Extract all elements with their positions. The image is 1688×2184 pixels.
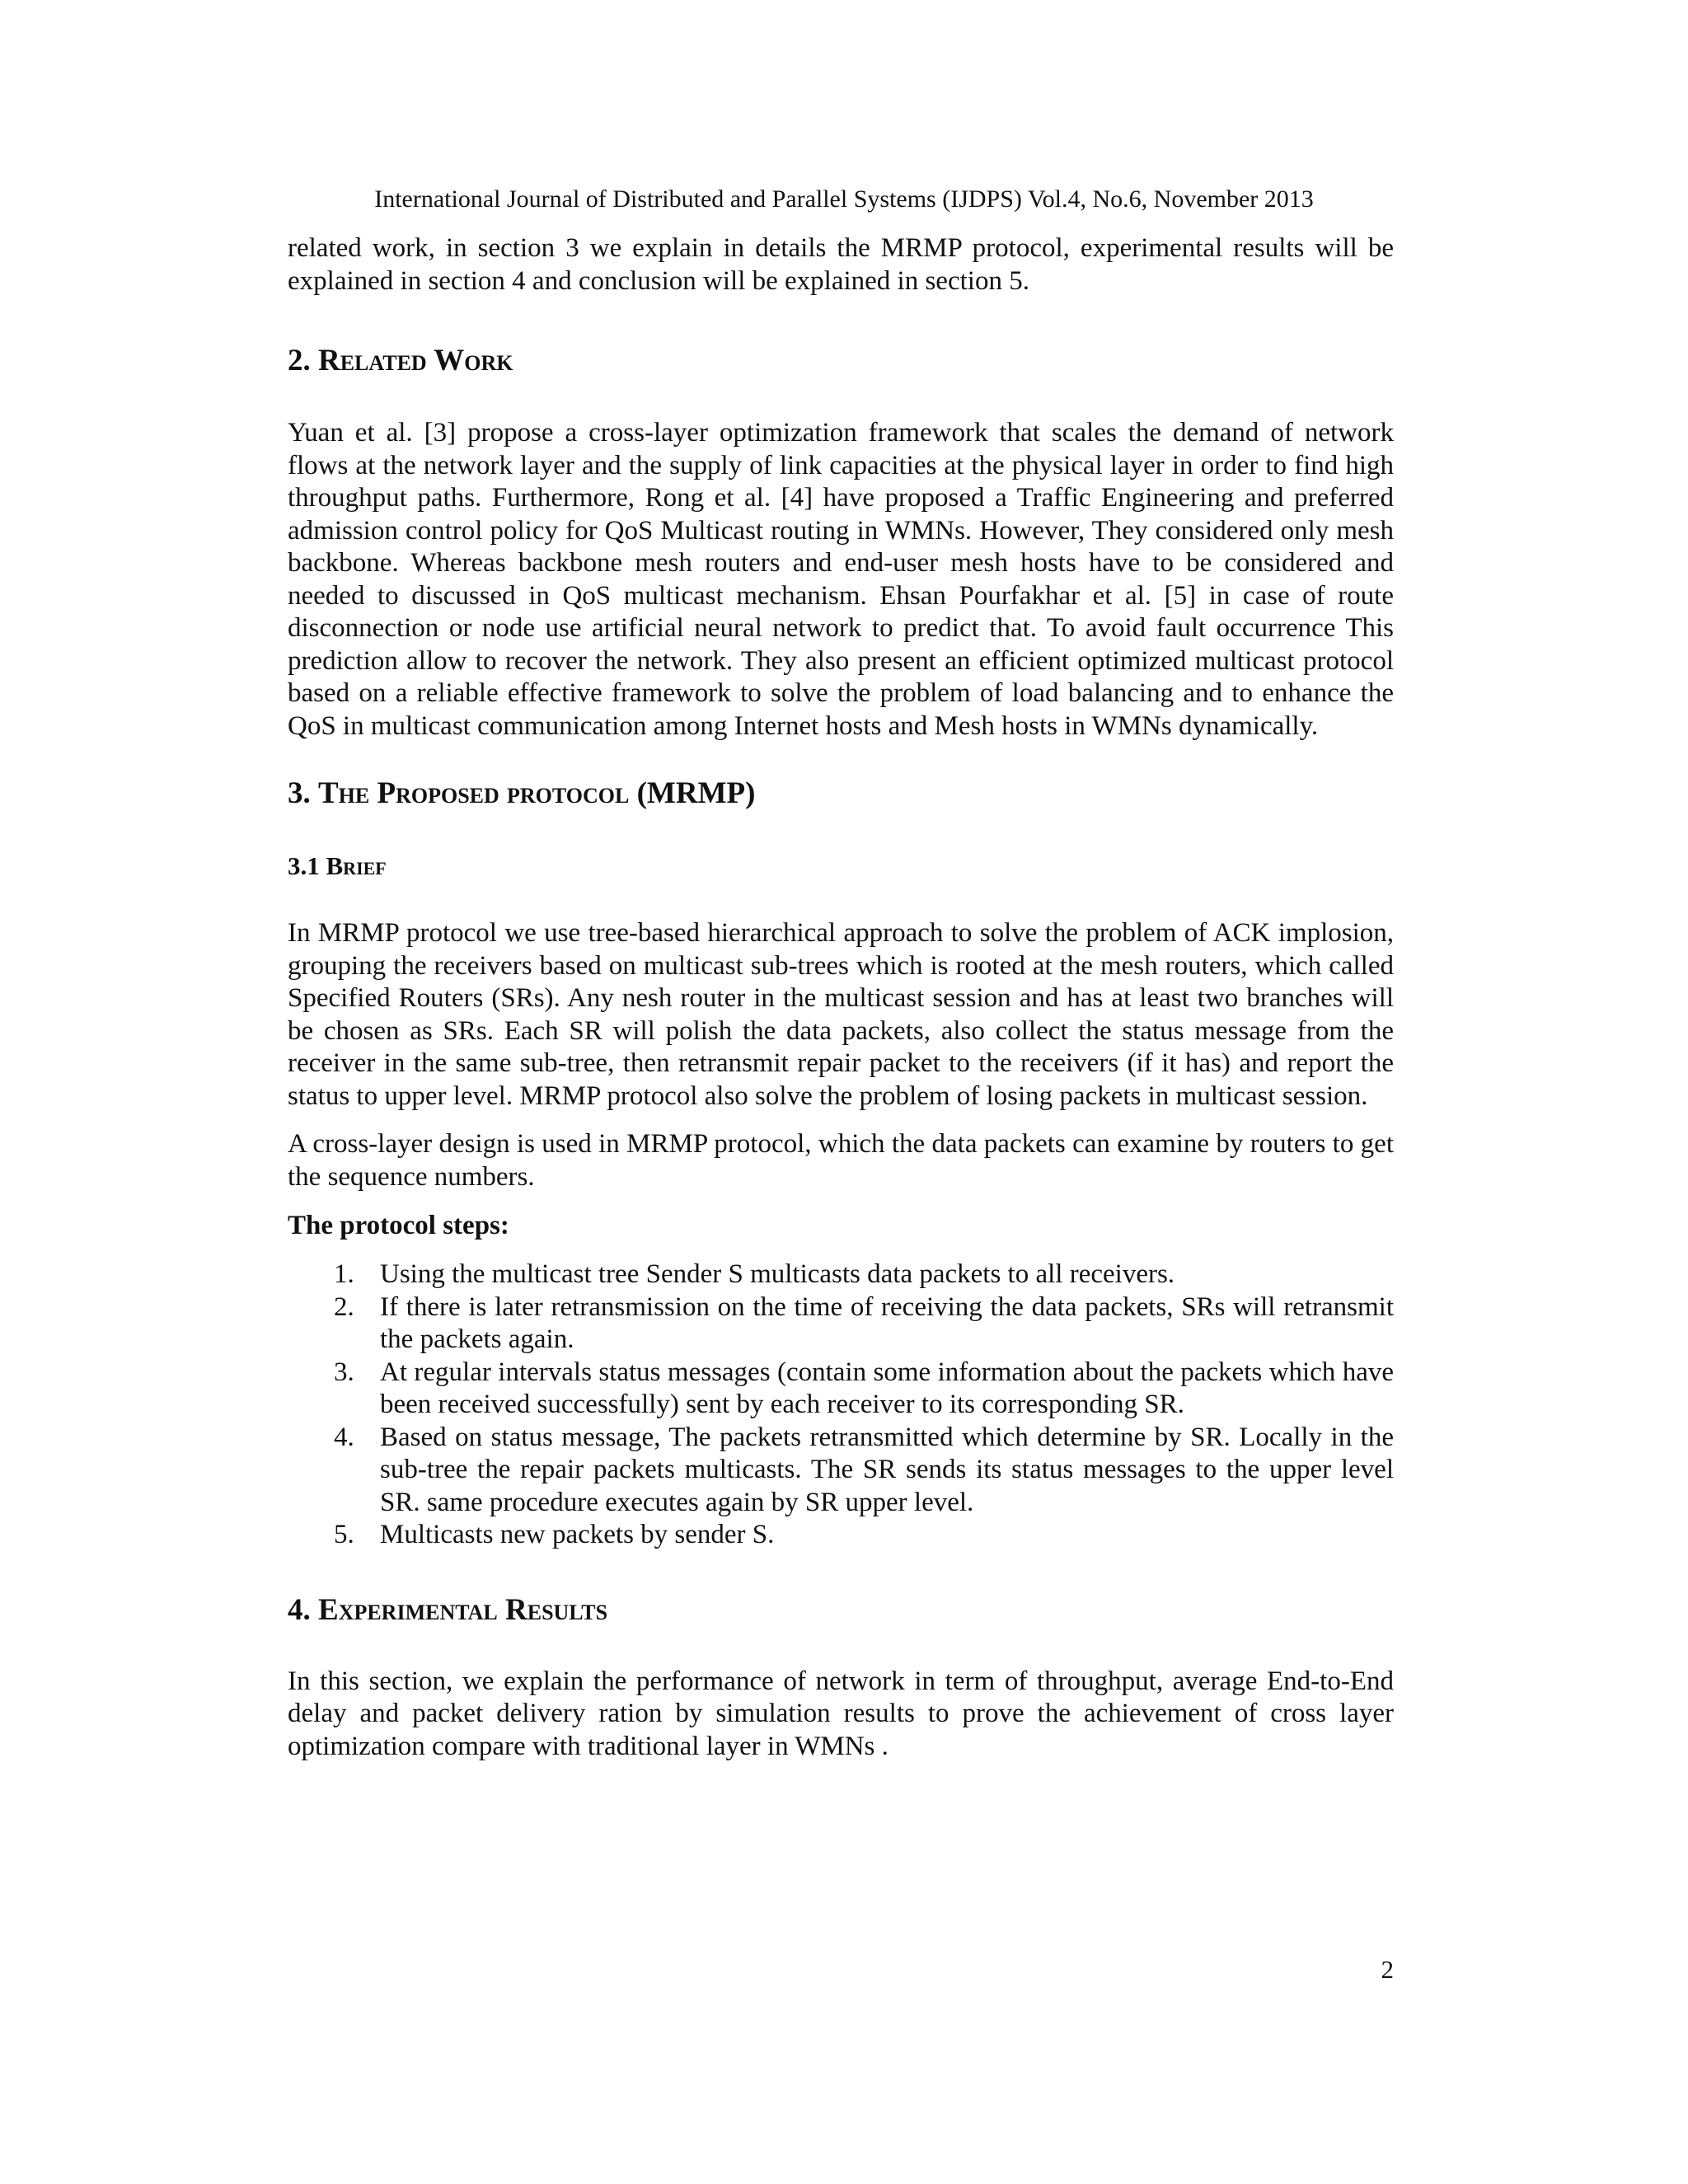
protocol-step — [288, 1357, 1394, 1422]
section-3-heading — [288, 776, 1394, 812]
step-number: 1. — [334, 1259, 354, 1289]
protocol-steps-label: The protocol steps: — [288, 1211, 509, 1240]
section-2-heading — [288, 343, 1394, 379]
experimental-results-paragraph: In this section, we explain the performance of network in term of throughput, average End-to-End delay and packet delivery ration by simulation results to prove the achievement of cross layer optimization compare with traditional layer in WMNs . — [288, 1666, 1394, 1761]
brief-paragraph-1: In MRMP protocol we use tree-based hierarchical approach to solve the problem of ACK implosion, grouping the receivers based on multicast sub-trees which is rooted at the mesh routers, which called Specified Routers (SRs). Any nesh router in the multicast session and has at least two branches will be chosen as SRs. Each SR will polish the data packets, also collect the status message from the receiver in the same sub-tree, then retransmit repair packet to the receivers (if it has) and report the status to upper level. MRMP protocol also solve the problem of losing packets in multicast session. — [288, 918, 1394, 1111]
subsection-3-1-title: Brief — [326, 851, 387, 880]
page-number: 2 — [1381, 1955, 1394, 1984]
section-4-title: Experimental Results — [318, 1592, 608, 1627]
running-header: International Journal of Distributed and Parallel Systems (IJDPS) Vol.4, No.6, November 2013 — [374, 185, 1314, 213]
step-number: 2. — [334, 1291, 354, 1322]
step-number: 4. — [334, 1422, 354, 1452]
step-text: Based on status message, The packets retransmitted which determine by SR. Locally in the sub-tree the repair packets multicasts. The SR sends its status messages to the upper level SR. same procedure executes again by SR upper level. — [380, 1422, 1394, 1517]
section-4-heading — [288, 1592, 1394, 1629]
related-work-paragraph: Yuan et al. [3] propose a cross-layer optimization framework that scales the demand of network flows at the network layer and the supply of link capacities at the physical layer in order to find high throughput paths. Furthermore, Rong et al. [4] have proposed a Traffic Engineering and preferred admission control policy for QoS Multicast routing in WMNs. However, They considered only mesh backbone. Whereas backbone mesh routers and end-user mesh hosts have to be considered and needed to discussed in QoS multicast mechanism. Ehsan Pourfakhar et al. [5] in case of route disconnection or node use artificial neural network to predict that. To avoid fault occurrence This prediction allow to recover the network. They also present an efficient optimized multicast protocol based on a reliable effective framework to solve the problem of load balancing and to enhance the QoS in multicast communication among Internet hosts and Mesh hosts in WMNs dynamically. — [288, 418, 1394, 741]
section-4-number: 4. — [288, 1592, 311, 1627]
protocol-steps-list — [288, 1258, 1394, 1552]
intro-continuation-paragraph: related work, in section 3 we explain in details the MRMP protocol, experimental results will be explained in section 4 and conclusion will be explained in section 5. — [288, 233, 1394, 296]
step-text: At regular intervals status messages (contain some information about the packets which have been received successfully) sent by each receiver to its corresponding SR. — [380, 1357, 1394, 1419]
brief-paragraph-2: A cross-layer design is used in MRMP protocol, which the data packets can examine by routers to get the sequence numbers. — [288, 1129, 1394, 1192]
section-3-title: The Proposed protocol — [318, 776, 630, 810]
step-text: If there is later retransmission on the time of receiving the data packets, SRs will retransmit the packets again. — [380, 1291, 1394, 1354]
step-number: 3. — [334, 1357, 354, 1387]
step-text: Multicasts new packets by sender S. — [380, 1520, 775, 1549]
step-text: Using the multicast tree Sender S multicasts data packets to all receivers. — [380, 1259, 1175, 1289]
section-3-number: 3. — [288, 776, 311, 810]
page-content — [288, 232, 1394, 1763]
protocol-step — [288, 1422, 1394, 1520]
subsection-3-1-number: 3.1 — [288, 851, 320, 880]
protocol-step — [288, 1291, 1394, 1357]
section-2-title: Related Work — [318, 344, 513, 377]
section-2-number: 2. — [288, 344, 311, 377]
step-number: 5. — [334, 1520, 354, 1549]
protocol-step — [288, 1519, 1394, 1552]
section-3-title-suffix: (MRMP) — [636, 776, 756, 810]
subsection-3-1-heading — [288, 850, 1394, 883]
protocol-step — [288, 1258, 1394, 1291]
